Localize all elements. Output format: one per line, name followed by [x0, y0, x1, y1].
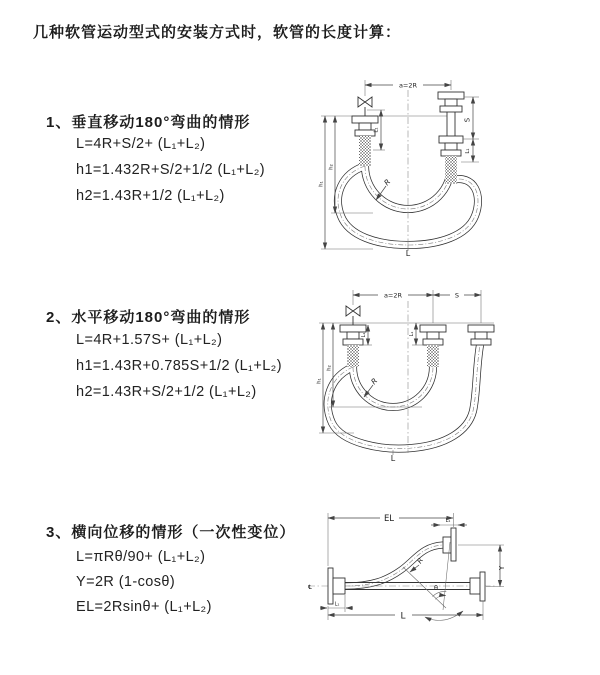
braided-hose-section: [427, 345, 439, 367]
section-2-formula-L: L=4R+1.57S+ (L₁+L₂): [76, 332, 223, 348]
dimension-h2: [327, 323, 423, 407]
dimension-s: [433, 290, 481, 323]
dim-label-a2r: a=2R: [383, 291, 403, 300]
dimension-s-right: [461, 97, 479, 162]
dim-label-s: S: [454, 291, 460, 300]
dim-label-h1: h₁: [316, 378, 323, 384]
dim-label-h2: h₂: [326, 365, 333, 371]
centerline-symbol: ℄: [308, 584, 312, 591]
dim-label-a2r: a=2R: [398, 81, 418, 90]
radius-callout: [376, 177, 392, 200]
braided-hose-section: [445, 156, 457, 184]
diagram-2-horizontal-movement: [312, 283, 512, 463]
middle-riser-flange: [420, 325, 446, 367]
dim-label-s: S: [463, 117, 472, 123]
section-1-formula-L: L=4R+S/2+ (L₁+L₂): [76, 136, 206, 152]
section-2-heading: 2、水平移动180°弯曲的情形: [46, 309, 251, 326]
right-riser-flange: [438, 92, 464, 184]
hose-displaced-position: [345, 545, 443, 586]
hose-position-1: [353, 367, 433, 407]
section-3-heading: 3、横向位移的情形（一次性变位）: [46, 524, 296, 541]
valve-icon: [346, 306, 360, 316]
section-3-formula-L: L=πRθ/90+ (L₁+L₂): [76, 549, 206, 565]
dim-label-l1-right: L₁: [465, 148, 471, 154]
right-riser-flange: [468, 325, 494, 345]
dim-label-l: L: [400, 611, 406, 622]
dim-label-h1: h₁: [318, 181, 325, 187]
dim-label-l1-left: L₁: [373, 127, 380, 133]
dimension-span-a2r: [353, 290, 433, 323]
section-1-heading: 1、垂直移动180°弯曲的情形: [46, 114, 251, 131]
section-2-formula-h1: h1=1.43R+0.785S+1/2 (L₁+L₂): [76, 358, 282, 374]
radius-callout: [364, 376, 379, 397]
right-lower-flange: [470, 572, 485, 601]
dim-label-y: Y: [498, 565, 506, 571]
section-3-formula-EL: EL=2Rsinθ+ (L₁+L₂): [76, 599, 212, 615]
dim-label-el: EL: [383, 514, 395, 524]
dimension-l1-top: [431, 518, 467, 525]
dim-label-r: R: [369, 376, 380, 387]
section-1-formula-h2: h2=1.43R+1/2 (L₁+L₂): [76, 188, 225, 204]
section-2-formula-h2: h2=1.43R+S/2+1/2 (L₁+L₂): [76, 384, 257, 400]
dimension-l: [328, 601, 483, 622]
braided-hose-section: [347, 345, 359, 367]
section-1-formula-h1: h1=1.432R+S/2+1/2 (L₁+L₂): [76, 162, 266, 178]
dim-label-l1-mid: L₁: [409, 331, 415, 337]
diagram-1-vertical-movement: [313, 72, 508, 257]
hose-1-inner: [353, 367, 433, 407]
dim-label-theta: θ: [434, 584, 438, 592]
page-title: 几种软管运动型式的安装方式时，软管的长度计算：: [33, 24, 402, 41]
dim-label-l1-top: L₁: [445, 518, 451, 524]
dim-label-l1-left: L₁: [361, 332, 367, 338]
dim-label-l1-left: L₁: [334, 601, 340, 608]
valve-icon: [358, 97, 372, 107]
hose-1-centerline: [353, 367, 433, 407]
left-flange: [328, 568, 345, 604]
swing-arrow: [425, 611, 463, 620]
dim-label-l: L: [405, 249, 411, 257]
dim-label-l: L: [390, 454, 396, 463]
diagram-3-lateral-displacement: [300, 500, 515, 650]
dim-label-r: R: [382, 177, 393, 188]
dimension-l1-left: [320, 595, 353, 612]
dim-label-r: R: [415, 556, 426, 566]
section-3-formula-Y: Y=2R (1-cosθ): [76, 574, 176, 590]
dim-label-h2: h₂: [328, 164, 335, 170]
braided-hose-section: [359, 136, 371, 166]
dimension-el: [328, 513, 454, 566]
